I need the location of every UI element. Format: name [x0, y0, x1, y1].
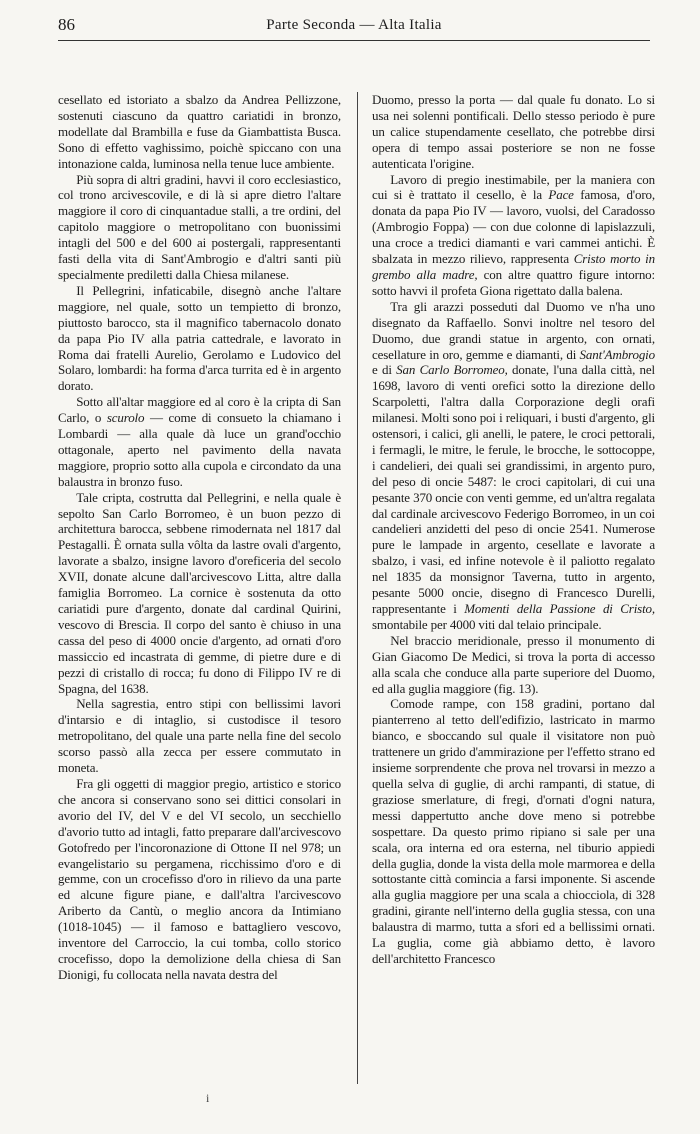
paragraph: cesellato ed istoriato a sbalzo da Andrea Pellizzone, sostenuti ciascuno da quattro cariatidi in bronzo, modellate dal Brambilla e fuse da Giambattista Busca. Sono di effetto vaghissimo, poichè spiccano con una intonazione calda, luminosa nella tenue luce ambiente. — [58, 92, 341, 171]
italic-term: Pace — [548, 187, 574, 203]
paragraph: Nella sagrestia, entro stipi con bellissimi lavori d'intarsio e di intaglio, si custodisce il tesoro metropolitano, del quale una parte nella fine del secolo scorso passò alla zecca per essere commutato in moneta. — [58, 696, 341, 776]
text-run: e di — [372, 362, 392, 378]
text-run: famosa, d'oro, donata da papa Pio IV — lavoro, vuolsi, del Caradosso (Ambrogio Foppa) — con due colonne di lapislazzuli, una croce a tredici diamanti e vari cammei antichi. È sbalzata in mezzo rilievo, rappresenta — [372, 187, 655, 267]
right-column — [372, 92, 655, 967]
paragraph: Fra gli oggetti di maggior pregio, artistico e storico che ancora si conservano sono sei dittici consolari in avorio del IV, del V e del VI secolo, un secchiello d'avorio tutto ad intagli, fatto preparare dall'arcivescovo Gotofredo per l'incoronazione di Ottone II nel 978; un evangelistario su pergamena, ricchissimo d'oro e di gemme, con un crocefisso d'oro in rilievo da una parte ed alcune figure piane, e dall'altra l'arcivescovo Ariberto da Cantù, o meglio ancora da Intimiano (1018-1045) — il famoso e battagliero vescovo, inventore del Carroccio, la cui tomba, collo storico crocefisso, dopo la demolizione della chiesa di San Dionigi, fu collocata nella navata destra del — [58, 775, 341, 982]
paragraph — [372, 299, 655, 633]
left-column — [58, 92, 341, 983]
italic-term: scurolo — [106, 410, 145, 426]
paragraph: Più sopra di altri gradini, havvi il coro ecclesiastico, col trono arcivescovile, e di là si apre dietro l'altare maggiore il coro di cinquantadue stalli, a tre ordini, del capitolo maggiore o metropolitano con buonissimi intagli del 500 e del 600 ai postergali, rappresentanti fasti della vita di Sant'Ambrogio e d'altri santi più specialmente prediletti dalla Chiesa milanese. — [58, 171, 341, 282]
italic-term: San Carlo Borromeo, — [396, 362, 508, 378]
column-divider — [357, 92, 358, 1084]
text-run: Tra gli arazzi posseduti dal Duomo ve n'ha uno disegnato da Raffaello. Sonvi inoltre nel tesoro del Duomo, due grandi statue in argento, con ornati, cesellature in oro, gemme e diamanti, di — [372, 298, 655, 362]
paragraph: Duomo, presso la porta — dal quale fu donato. Lo si usa nei solenni pontificali. Dello stesso periodo è pure un calice stupendamente cesellato, che potrebbe dirsi opera di tempo assai posteriore se non ne fosse autenticata l'origine. — [372, 92, 655, 171]
paragraph: Il Pellegrini, infaticabile, disegnò anche l'altare maggiore, nel quale, sotto un tempietto di bronzo, piuttosto barocco, sta il magnifico tabernacolo donato da papa Pio IV alla patria cattedrale, e lavorato in Roma dai fratelli Aurelio, Gerolamo e Ludovico del Solaro, lombardi: ha forma d'arca turrita ed è in argento dorato. — [58, 282, 341, 394]
text-run: smontabile per 4000 viti dal telaio principale. — [372, 616, 602, 632]
paragraph — [372, 172, 655, 299]
page-number: 86 — [58, 15, 75, 34]
text-run: Lavoro di pregio inestimabile, per la maniera con cui si è trattato il cesello, è la — [372, 171, 655, 203]
page-header — [58, 10, 650, 41]
footer-mark: i — [206, 1091, 210, 1105]
italic-term: Momenti della Passione di Cristo, — [464, 601, 655, 616]
paragraph: Comode rampe, con 158 gradini, portano dal pianterreno al tetto dell'edifizio, lastricato in marmo bianco, e sboccando sul quale il visitatore non può trattenere un grido d'ammirazione per l'effetto strano ed insieme sorprendente che prova nel trovarsi in mezzo a quella selva di guglie, di archi rampanti, di statue, di graziose smerlature, di fregi, d'ornati d'ogni natura, messi dappertutto anche dove meno si potrebbe sospettare. Da questo primo ripiano si sale per una scala, ora interna ed ora esterna, nel tiburio appiedi della guglia, donde la vista della mole marmorea e della sottostante città comincia a farsi imponente. Si ascende alla guglia maggiore per una scala a chiocciola, di 328 gradini, girante nell'interno della guglia stessa, con una balaustra di marmo, tutta a sfori ed a bellissimi ornati. La guglia, come già abbiamo detto, è lavoro dell'architetto Francesco — [372, 696, 655, 966]
paragraph: Nel braccio meridionale, presso il monumento di Gian Giacomo De Medici, si trova la porta di accesso alla scala che conduce alla parte superiore del Duomo, ed alla guglia maggiore (fig. 13). — [372, 632, 655, 696]
italic-term: Cristo morto in grembo alla madre, — [372, 251, 655, 282]
italic-term: Sant'Ambrogio — [579, 346, 655, 362]
paragraph — [58, 394, 341, 489]
text-run: — come di consueto la chiamano i Lombardi — alla quale dà luce un grand'occhio ottagonale, aperto nel pavimento della navata maggiore, proprio sotto alla cupola e circondato da una balaustra in bronzo fuso. — [58, 410, 341, 489]
paragraph: Tale cripta, costrutta dal Pellegrini, e nella quale è sepolto San Carlo Borromeo, è un buon pezzo di architettura barocca, sebbene rimodernata nel 1817 dal Pestagalli. È ornata sulla vôlta da lastre ovali d'argento, lavorate a sbalzo, insigne lavoro d'oreficeria del secolo XVII, donate alcune dall'arcivescovo Litta, altre dalla famiglia Borromeo. La cornice è sostenuta da otto cariatidi pure d'argento, donate dal cardinal Quirini, vescovo di Brescia. Il corpo del santo è chiuso in una cassa del peso di 4000 oncie d'argento, ad ornati d'oro massiccio ed incastrata di gemme, di pietre dure e di pezzi di cristallo di rocca; fu dono di Filippo IV re di Spagna, del 1638. — [58, 489, 341, 696]
text-run: donate, l'una dalla città, nel 1698, lavoro di venti orefici sotto la direzione dello Scarpoletti, l'altra dalla Corporazione degli orafi milanesi. Molti sono poi i reliquari, i busti d'argento, gli ostensori, i calici, gli anelli, le patere, le croci pettorali, i fermagli, le mitre, le ferule, le brocche, le sottocoppe, i candelieri, dei quali sei grandissimi, in argento puro, del peso di oncie 5487: le croci capitolari, di cui una pesante 370 oncie con venti gemme, ed un'altra regalata dal cardinale arcivescovo Federigo Borromeo, in un coi candelieri anzidetti del peso di oncie 2541. Numerose pure le lampade in argento, cesellate e lavorate a sbalzo, i vasi, ed infine notevole è il paliotto regalato nel 1835 da monsignor Taverna, tutto in argento, pesante 5000 oncie, disegno di Francesco Durelli, rappresentante i — [372, 362, 655, 616]
text-run: con altre quattro figure intorno: sotto havvi il profeta Giona rigettato dalla balena. — [372, 266, 655, 298]
running-title: Parte Seconda — Alta Italia — [266, 17, 442, 33]
text-run: Sotto all'altar maggiore ed al coro è la cripta di San Carlo, o — [58, 394, 341, 426]
